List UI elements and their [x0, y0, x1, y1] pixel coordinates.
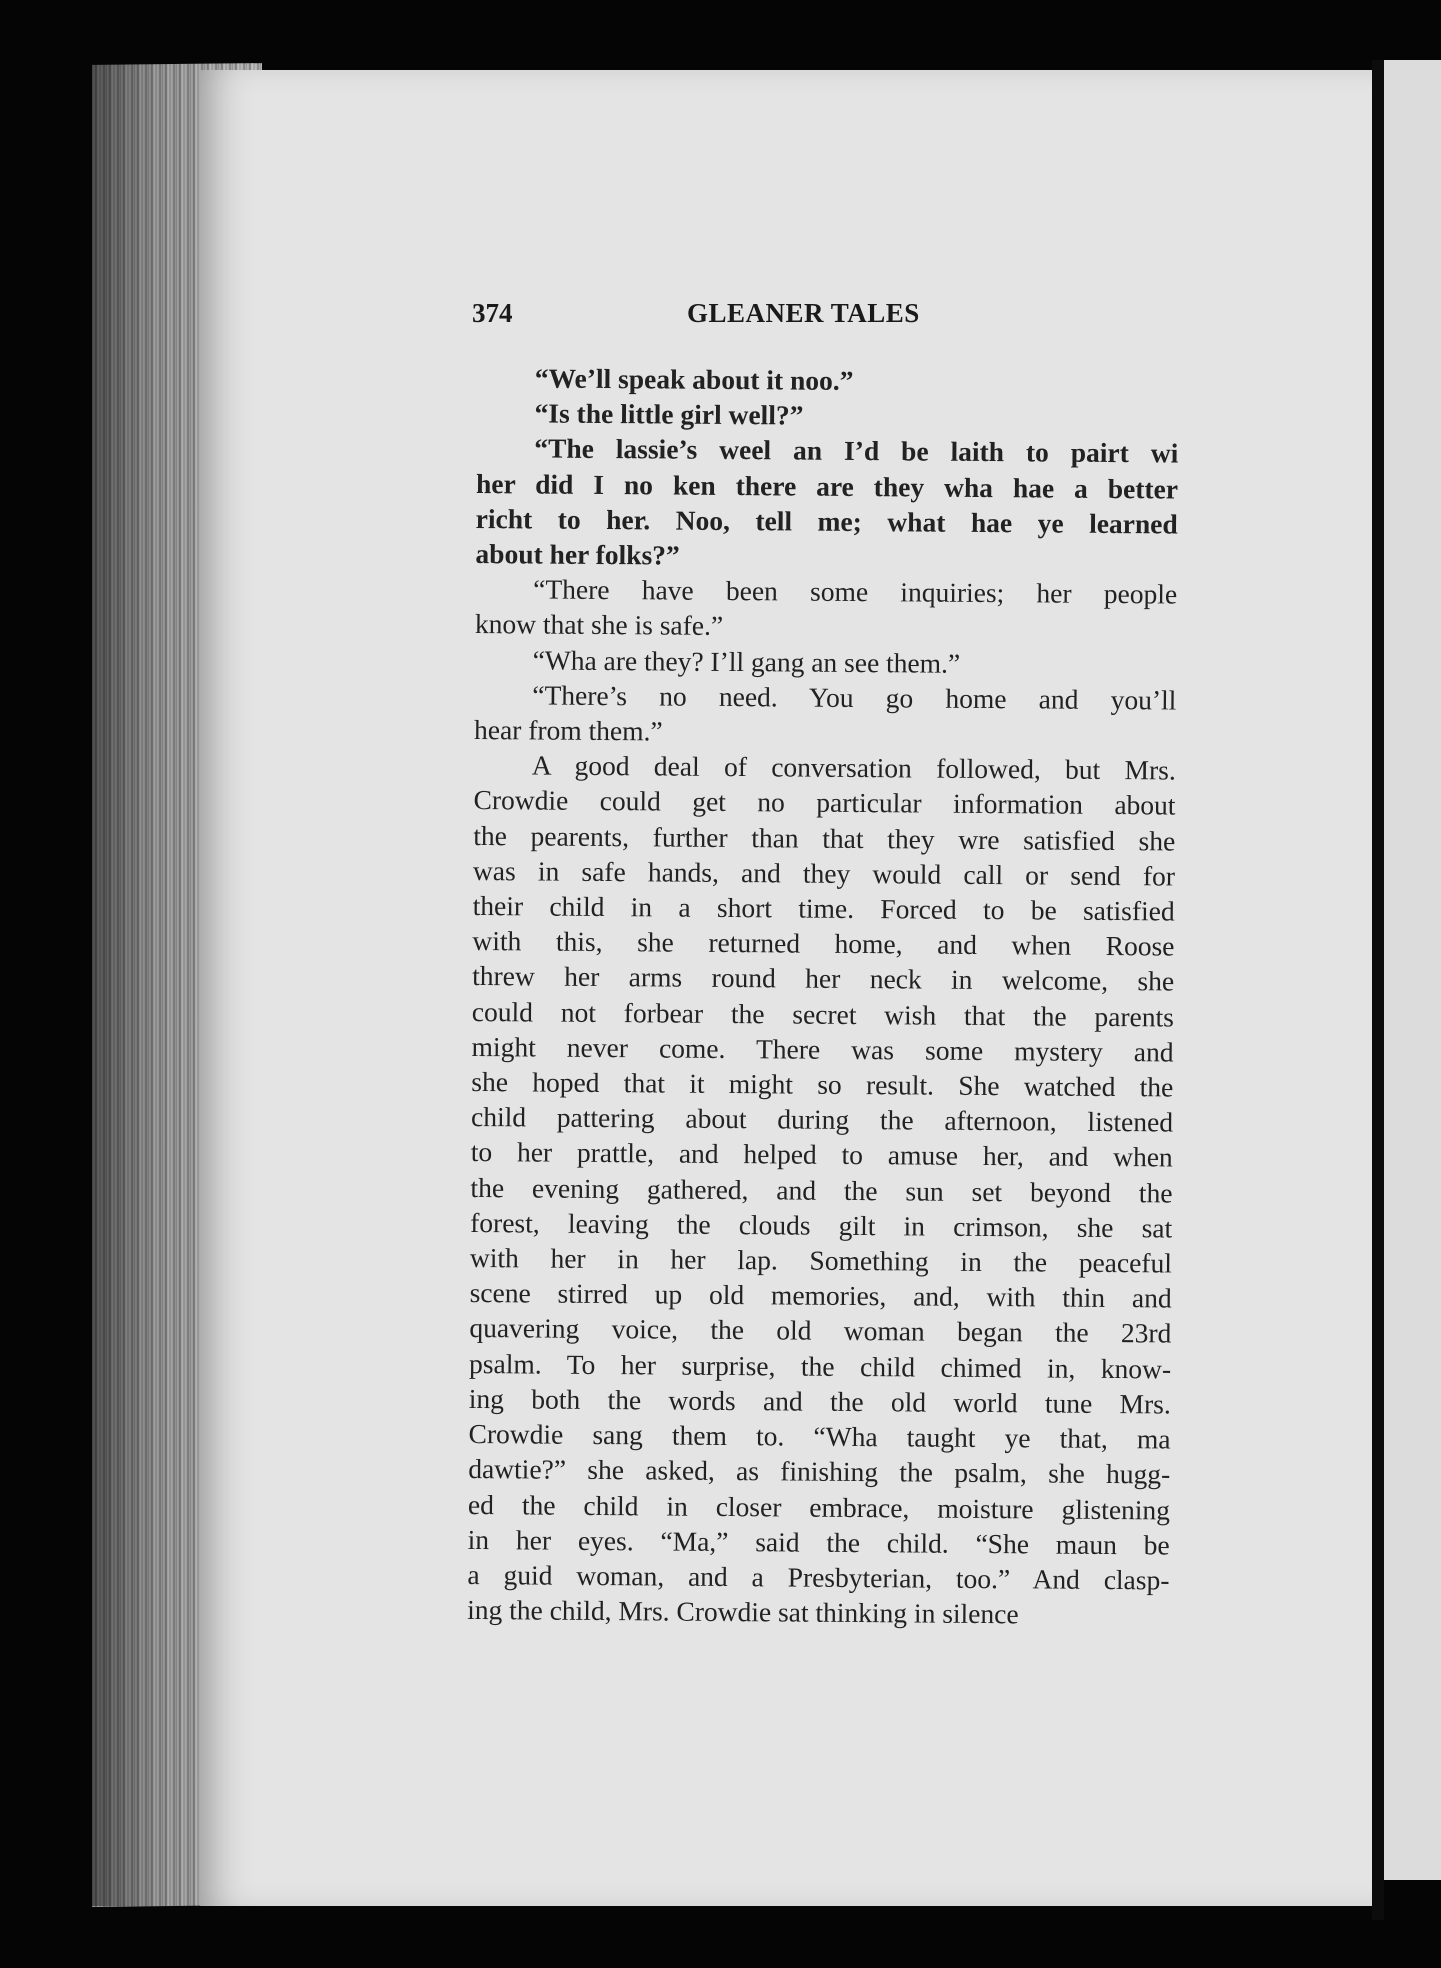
text-line: the pearents, further than that they wre satisfied she	[473, 819, 1176, 857]
text-line: dawtie?” she asked, as finishing the psalm, she hugg-	[468, 1453, 1171, 1490]
text-line: child pattering about during the afternoon, listened	[470, 1101, 1174, 1138]
text-line: could not forbear the secret wish that the parents	[471, 995, 1174, 1033]
running-title: GLEANER TALES	[687, 298, 920, 328]
paragraph	[477, 360, 1179, 401]
text-line: A good deal of conversation followed, but Mrs.	[531, 749, 1176, 786]
text-line: Crowdie sang them to. “Wha taught ye that, ma	[468, 1418, 1171, 1455]
page-number: 374	[472, 298, 513, 328]
paragraph	[475, 571, 1178, 647]
text-line: “We’ll speak about it noo.”	[534, 362, 854, 396]
text-line: scene stirred up old memories, and, with thin and	[469, 1277, 1172, 1314]
text-line: know that she is safe.”	[474, 608, 724, 642]
page-header	[472, 298, 952, 338]
text-line: “There’s no need. You go home and you’ll	[532, 679, 1177, 716]
book-gutter	[1372, 60, 1384, 1920]
text-line: her did I no ken there are they wha hae a better	[475, 467, 1179, 505]
paragraph	[475, 430, 1178, 576]
text-line: ing the child, Mrs. Crowdie sat thinking in silence	[467, 1594, 1019, 1630]
text-line: threw her arms round her neck in welcome, she	[472, 960, 1175, 997]
text-line: “The lassie’s weel an I’d be laith to pairt wi	[534, 432, 1179, 469]
text-line: to her prattle, and helped to amuse her, and when	[470, 1136, 1173, 1173]
text-line: was in safe hands, and they would call or send for	[472, 854, 1176, 892]
text-line: she hoped that it might so result. She watched the	[471, 1066, 1174, 1103]
facing-page-edge	[1384, 60, 1441, 1880]
text-line: hear from them.”	[473, 714, 663, 747]
text-line: forest, leaving the clouds gilt in crimson, she sat	[470, 1206, 1173, 1244]
text-line: psalm. To her surprise, the child chimed in, know-	[468, 1347, 1172, 1385]
text-line: quavering voice, the old woman began the 23rd	[469, 1312, 1172, 1349]
text-line: about her folks?”	[475, 538, 680, 571]
text-line: “Is the little girl well?”	[534, 397, 804, 431]
paragraph	[476, 395, 1178, 436]
text-line: in her eyes. “Ma,” said the child. “She maun be	[467, 1523, 1170, 1561]
text-line: their child in a short time. Forced to be satisfied	[472, 890, 1175, 927]
text-line: “Wha are they? I’ll gang an see them.”	[532, 644, 961, 679]
paragraph	[474, 677, 1177, 753]
text-line: with her in her lap. Something in the peaceful	[469, 1242, 1173, 1279]
text-line: a guid woman, and a Presbyterian, too.” And clasp-	[467, 1558, 1170, 1596]
text-line: “There have been some inquiries; her people	[533, 573, 1178, 610]
paragraph	[467, 747, 1176, 1633]
text-line: richt to her. Noo, tell me; what hae ye learned	[475, 502, 1178, 540]
text-line: with this, she returned home, and when Roose	[472, 925, 1175, 962]
paragraph	[475, 642, 1177, 683]
text-line: ing both the words and the old world tune Mrs.	[468, 1382, 1171, 1420]
text-line: Crowdie could get no particular information about	[473, 784, 1176, 821]
text-line: the evening gathered, and the sun set beyond the	[470, 1171, 1173, 1209]
body-text	[467, 360, 1179, 1633]
text-line: ed the child in closer embrace, moisture glistening	[467, 1488, 1171, 1525]
text-line: might never come. There was some mystery and	[471, 1030, 1174, 1068]
